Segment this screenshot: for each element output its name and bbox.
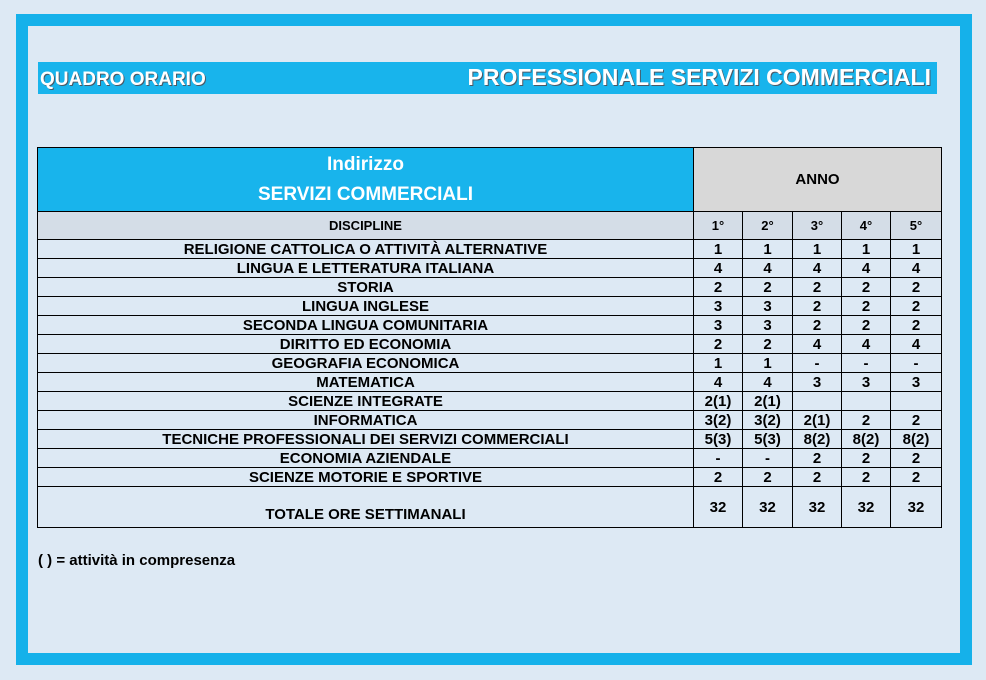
hours-cell: 2 <box>891 278 942 297</box>
table-row <box>38 392 942 411</box>
year-header: 4° <box>842 212 891 240</box>
table-row <box>38 240 942 259</box>
hours-cell: 2 <box>842 316 891 335</box>
table-row <box>38 278 942 297</box>
hours-cell: 4 <box>842 335 891 354</box>
table-row <box>38 373 942 392</box>
hours-cell: 2 <box>694 278 743 297</box>
table-row <box>38 449 942 468</box>
hours-cell: 2 <box>793 278 842 297</box>
hours-cell: 2(1) <box>743 392 793 411</box>
discipline-name: SCIENZE INTEGRATE <box>38 392 694 411</box>
hours-cell <box>842 392 891 411</box>
table-row <box>38 468 942 487</box>
hours-cell: 8(2) <box>891 430 942 449</box>
total-hours-cell: 32 <box>842 487 891 528</box>
hours-cell: 2 <box>793 297 842 316</box>
hours-cell: 3 <box>694 316 743 335</box>
hours-cell <box>793 392 842 411</box>
hours-cell: - <box>793 354 842 373</box>
hours-cell: 8(2) <box>793 430 842 449</box>
table-row <box>38 411 942 430</box>
discipline-name: INFORMATICA <box>38 411 694 430</box>
anno-header: ANNO <box>694 148 942 212</box>
hours-cell: 3 <box>793 373 842 392</box>
indirizzo-value: SERVIZI COMMERCIALI <box>258 183 473 205</box>
discipline-name: GEOGRAFIA ECONOMICA <box>38 354 694 373</box>
schedule-table <box>37 147 942 528</box>
hours-cell: 4 <box>842 259 891 278</box>
year-header: 3° <box>793 212 842 240</box>
hours-cell: 1 <box>743 354 793 373</box>
hours-cell: 1 <box>743 240 793 259</box>
hours-cell: 3 <box>891 373 942 392</box>
hours-cell: 3 <box>842 373 891 392</box>
hours-cell: 2 <box>891 468 942 487</box>
hours-cell: 2(1) <box>694 392 743 411</box>
hours-cell: 2 <box>891 449 942 468</box>
hours-cell: 1 <box>842 240 891 259</box>
table-subheader-row <box>38 212 942 240</box>
hours-cell: 4 <box>694 373 743 392</box>
hours-cell: 2 <box>842 278 891 297</box>
discipline-name: LINGUA INGLESE <box>38 297 694 316</box>
hours-cell: 4 <box>694 259 743 278</box>
hours-cell: 3 <box>743 316 793 335</box>
total-hours-cell: 32 <box>793 487 842 528</box>
hours-cell: 2 <box>842 297 891 316</box>
hours-cell: 2 <box>891 297 942 316</box>
year-header: 5° <box>891 212 942 240</box>
hours-cell <box>891 392 942 411</box>
hours-cell: 5(3) <box>743 430 793 449</box>
banner-title-right: PROFESSIONALE SERVIZI COMMERCIALI <box>467 64 931 90</box>
hours-cell: 2 <box>891 316 942 335</box>
footnote: ( ) = attività in compresenza <box>38 552 236 569</box>
discipline-name: DIRITTO ED ECONOMIA <box>38 335 694 354</box>
hours-cell: 2 <box>842 468 891 487</box>
hours-cell: 2 <box>842 411 891 430</box>
hours-cell: 2 <box>793 468 842 487</box>
discipline-header: DISCIPLINE <box>38 212 694 240</box>
discipline-name: RELIGIONE CATTOLICA O ATTIVITÀ ALTERNATIVE <box>38 240 694 259</box>
hours-cell: 3(2) <box>694 411 743 430</box>
discipline-name: TECNICHE PROFESSIONALI DEI SERVIZI COMMERCIALI <box>38 430 694 449</box>
hours-cell: 4 <box>891 335 942 354</box>
hours-cell: 1 <box>793 240 842 259</box>
hours-cell: 3 <box>743 297 793 316</box>
hours-cell: 4 <box>793 259 842 278</box>
hours-cell: 4 <box>793 335 842 354</box>
indirizzo-header <box>38 148 694 212</box>
total-hours-cell: 32 <box>694 487 743 528</box>
table-total-row <box>38 487 942 528</box>
table-row <box>38 335 942 354</box>
table-row <box>38 354 942 373</box>
hours-cell: 2 <box>891 411 942 430</box>
discipline-name: LINGUA E LETTERATURA ITALIANA <box>38 259 694 278</box>
hours-cell: 3 <box>694 297 743 316</box>
hours-cell: 2 <box>842 449 891 468</box>
discipline-name: MATEMATICA <box>38 373 694 392</box>
hours-cell: 2(1) <box>793 411 842 430</box>
hours-cell: 2 <box>793 449 842 468</box>
year-header: 1° <box>694 212 743 240</box>
table-row <box>38 297 942 316</box>
hours-cell: 2 <box>743 278 793 297</box>
table-row <box>38 430 942 449</box>
hours-cell: 2 <box>743 335 793 354</box>
hours-cell: 1 <box>694 354 743 373</box>
hours-cell: 3(2) <box>743 411 793 430</box>
hours-cell: 4 <box>743 373 793 392</box>
hours-cell: 2 <box>793 316 842 335</box>
hours-cell: 2 <box>694 335 743 354</box>
hours-cell: - <box>891 354 942 373</box>
hours-cell: 2 <box>743 468 793 487</box>
hours-cell: 4 <box>891 259 942 278</box>
hours-cell: 5(3) <box>694 430 743 449</box>
hours-cell: 8(2) <box>842 430 891 449</box>
year-header: 2° <box>743 212 793 240</box>
hours-cell: 1 <box>891 240 942 259</box>
discipline-name: SECONDA LINGUA COMUNITARIA <box>38 316 694 335</box>
table-row <box>38 259 942 278</box>
hours-cell: - <box>842 354 891 373</box>
discipline-name: STORIA <box>38 278 694 297</box>
hours-cell: - <box>694 449 743 468</box>
hours-cell: - <box>743 449 793 468</box>
hours-cell: 2 <box>694 468 743 487</box>
hours-cell: 4 <box>743 259 793 278</box>
table-header-row <box>38 148 942 212</box>
indirizzo-label: Indirizzo <box>326 153 405 175</box>
total-label: TOTALE ORE SETTIMANALI <box>38 487 694 528</box>
hours-cell: 1 <box>694 240 743 259</box>
title-banner <box>38 62 937 94</box>
table-row <box>38 316 942 335</box>
discipline-name: SCIENZE MOTORIE E SPORTIVE <box>38 468 694 487</box>
total-hours-cell: 32 <box>743 487 793 528</box>
total-hours-cell: 32 <box>891 487 942 528</box>
discipline-name: ECONOMIA AZIENDALE <box>38 449 694 468</box>
banner-title-left: QUADRO ORARIO <box>40 69 206 90</box>
